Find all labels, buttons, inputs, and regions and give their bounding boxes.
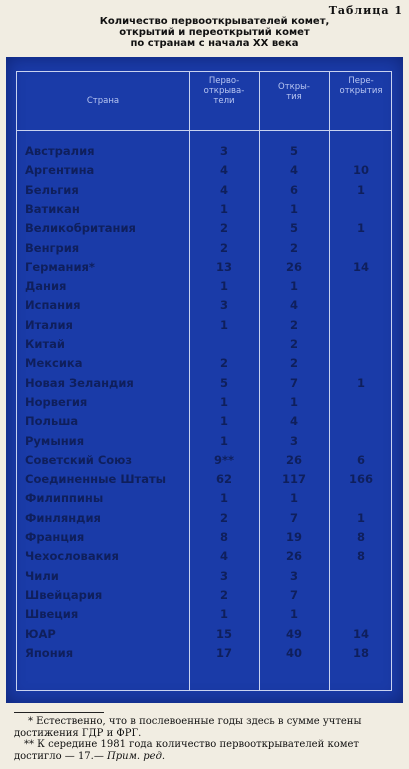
discoveries-cell: 19 — [285, 530, 302, 544]
table-row — [17, 219, 391, 238]
country-cell: Мексика — [25, 356, 83, 371]
country-cell: Япония — [25, 645, 74, 660]
country-cell: Филиппины — [25, 491, 104, 506]
table-row — [17, 142, 391, 161]
table-row — [17, 200, 391, 219]
discoveries-cell: 4 — [289, 414, 298, 429]
country-cell: Венгрия — [25, 240, 80, 255]
discoverers-cell: 5 — [219, 375, 228, 390]
caption-line: открытий и переоткрытий комет — [119, 27, 310, 38]
rediscoveries-cell: 1 — [356, 510, 365, 525]
discoverers-cell: 17 — [215, 645, 232, 660]
country-cell: Италия — [25, 317, 73, 332]
table-row — [17, 161, 391, 180]
discoveries-cell: 3 — [289, 433, 298, 448]
footnote-rule — [14, 712, 104, 713]
discoveries-cell: 3 — [289, 568, 298, 583]
discoveries-cell: 40 — [285, 645, 302, 660]
discoveries-cell: 26 — [285, 549, 302, 564]
table-row — [17, 605, 391, 624]
discoverers-cell: 1 — [219, 279, 228, 294]
discoveries-cell: 2 — [289, 317, 298, 332]
rediscoveries-cell: 14 — [352, 259, 369, 274]
table-row — [17, 470, 391, 489]
rediscoveries-cell: 8 — [356, 549, 365, 564]
rediscoveries-cell: 1 — [356, 221, 365, 236]
table-row — [17, 547, 391, 566]
discoverers-cell: 8 — [219, 530, 228, 544]
discoverers-cell: 1 — [219, 414, 228, 429]
table-row — [17, 489, 391, 508]
rediscoveries-cell: 1 — [356, 182, 365, 197]
country-cell: Швеция — [25, 607, 79, 622]
discoveries-cell: 1 — [289, 201, 298, 216]
discoveries-cell: 1 — [289, 394, 298, 409]
country-cell: Китай — [25, 337, 65, 351]
country-cell: Бельгия — [25, 182, 79, 197]
table-row — [17, 354, 391, 373]
country-cell: Польша — [25, 414, 79, 429]
table-row — [17, 528, 391, 547]
discoverers-cell: 13 — [215, 259, 232, 274]
table-row — [17, 644, 391, 663]
comet-table-panel — [6, 57, 403, 703]
discoveries-cell: 7 — [289, 375, 298, 390]
discoverers-cell: 1 — [219, 433, 228, 448]
discoveries-cell: 1 — [289, 607, 298, 622]
header-discoveries — [259, 82, 329, 102]
header-rediscoveries — [329, 76, 393, 96]
country-cell: Швейцария — [25, 587, 103, 602]
header-discoverers — [189, 76, 259, 106]
country-cell: Аргентина — [25, 163, 95, 178]
table-row — [17, 393, 391, 412]
discoveries-cell: 2 — [289, 240, 298, 255]
table-caption — [60, 16, 369, 49]
country-cell: Чехословакия — [25, 549, 119, 564]
country-cell: Финляндия — [25, 510, 101, 525]
discoveries-cell: 7 — [289, 510, 298, 525]
rediscoveries-cell: 1 — [356, 375, 365, 390]
discoverers-cell: 4 — [219, 182, 228, 197]
table-row — [17, 374, 391, 393]
table-row — [17, 451, 391, 470]
table-row — [17, 567, 391, 586]
country-cell: Франция — [25, 530, 85, 544]
country-cell: Ватикан — [25, 201, 80, 216]
country-cell: Румыния — [25, 433, 85, 448]
discoveries-cell: 117 — [281, 472, 306, 487]
discoverers-cell: 2 — [219, 510, 228, 525]
discoverers-cell: 1 — [219, 201, 228, 216]
discoveries-cell: 26 — [285, 259, 302, 274]
header-line: открытия — [339, 86, 383, 96]
country-cell: Норвегия — [25, 394, 88, 409]
footnote-1: * Естественно, что в послевоенные годы здесь в сумме учтены достижения ГДР и ФРГ. — [14, 716, 362, 739]
discoveries-cell: 1 — [289, 279, 298, 294]
discoveries-cell: 4 — [289, 298, 298, 313]
table-frame — [16, 71, 392, 691]
header-country: Страна — [86, 96, 120, 106]
country-cell: Великобритания — [25, 221, 136, 236]
table-row — [17, 181, 391, 200]
discoveries-cell: 4 — [289, 163, 298, 178]
discoveries-cell: 2 — [289, 337, 298, 351]
editor-note: Прим. ред. — [107, 750, 166, 762]
country-cell: Советский Союз — [25, 452, 133, 467]
country-cell: Дания — [25, 279, 67, 294]
discoveries-cell: 1 — [289, 491, 298, 506]
country-cell: Германия* — [25, 259, 95, 274]
country-cell: Новая Зеландия — [25, 375, 134, 390]
discoverers-cell: 2 — [219, 356, 228, 371]
discoverers-cell: 1 — [219, 491, 228, 506]
discoveries-cell: 5 — [289, 221, 298, 236]
discoverers-cell: 1 — [219, 607, 228, 622]
country-cell: Чили — [25, 568, 59, 583]
discoverers-cell: 3 — [219, 568, 228, 583]
discoverers-cell: 1 — [219, 317, 228, 332]
discoveries-cell: 5 — [289, 144, 298, 158]
table-number: Таблица 1 — [328, 4, 403, 17]
footnote-2-text: ** К середине 1981 года количество первооткрывателей комет достигло — 17.— — [14, 739, 359, 762]
discoveries-cell: 7 — [289, 587, 298, 602]
table-row — [17, 625, 391, 644]
discoveries-cell: 6 — [289, 182, 298, 197]
discoverers-cell: 2 — [219, 587, 228, 602]
discoverers-cell: 15 — [215, 626, 232, 641]
table-row — [17, 509, 391, 528]
table-row — [17, 432, 391, 451]
table-row — [17, 586, 391, 605]
header-line: тели — [213, 96, 235, 106]
discoverers-cell: 4 — [219, 549, 228, 564]
table-row — [17, 335, 391, 354]
discoverers-cell: 2 — [219, 221, 228, 236]
discoverers-cell: 9** — [213, 452, 235, 467]
discoverers-cell: 3 — [219, 144, 228, 158]
discoveries-cell: 2 — [289, 356, 298, 371]
header-line: Откры- — [278, 82, 310, 92]
country-cell: ЮАР — [25, 626, 56, 641]
discoveries-cell: 49 — [285, 626, 302, 641]
rediscoveries-cell: 8 — [356, 530, 365, 544]
country-cell: Соединенные Штаты — [25, 472, 167, 487]
header-line: тия — [286, 92, 302, 102]
footnotes — [14, 716, 403, 762]
discoverers-cell: 4 — [219, 163, 228, 178]
discoverers-cell: 3 — [219, 298, 228, 313]
header-line: открыва- — [203, 86, 245, 96]
rediscoveries-cell: 14 — [352, 626, 369, 641]
table-row — [17, 239, 391, 258]
country-cell: Австралия — [25, 144, 95, 158]
table-row — [17, 258, 391, 277]
caption-line: по странам с начала XX века — [130, 38, 299, 49]
rediscoveries-cell: 166 — [348, 472, 373, 487]
table-row — [17, 277, 391, 296]
discoverers-cell: 62 — [215, 472, 232, 487]
header-divider — [17, 130, 391, 131]
caption-line: Количество первооткрывателей комет, — [99, 16, 330, 27]
header-line: Перво- — [208, 76, 240, 86]
rediscoveries-cell: 10 — [352, 163, 369, 178]
rediscoveries-cell: 6 — [356, 452, 365, 467]
table-row — [17, 316, 391, 335]
footnote-2 — [14, 739, 403, 762]
table-row — [17, 296, 391, 315]
discoveries-cell: 26 — [285, 452, 302, 467]
rediscoveries-cell: 18 — [352, 645, 369, 660]
header-line: Пере- — [348, 76, 374, 86]
country-cell: Испания — [25, 298, 81, 313]
discoverers-cell: 1 — [219, 394, 228, 409]
discoverers-cell: 2 — [219, 240, 228, 255]
table-row — [17, 412, 391, 431]
